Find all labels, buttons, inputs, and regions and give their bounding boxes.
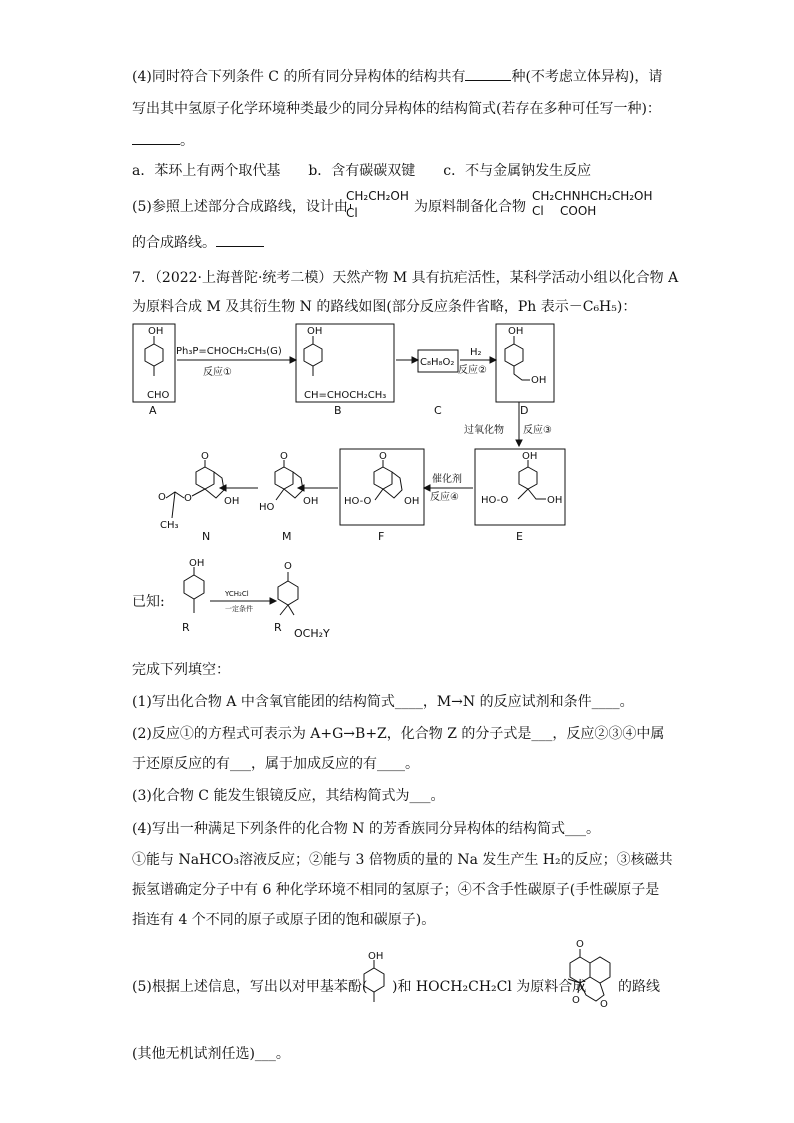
product-cl: Cl [532,204,544,218]
structure-m [275,460,303,500]
label-n: N [202,530,211,543]
label-m: M [282,530,292,543]
label-c: C [434,404,442,417]
c-formula: C₈H₈O₂ [420,357,455,368]
a-cho: CHO [147,390,170,401]
q6-part4-line2: 写出其中氢原子化学环境种类最少的同分异构体的结构简式(若存在多种可任写一种)： [132,101,661,117]
m-o: O [280,451,288,462]
q7-p2b: 于还原反应的有___，属于加成反应的有____。 [132,756,419,772]
m-ho: HO [259,502,275,513]
box-d [496,324,554,402]
f-oh: OH [404,496,420,507]
known-r-right: R [274,621,282,634]
known-oh: OH [189,558,205,569]
known-arrow-top: YCH₂Cl [225,590,249,598]
product-cooh: COOH [560,204,597,218]
rxn-1: 反应① [203,367,232,378]
label-a: A [149,404,157,417]
q6-part4-line3 [132,130,194,151]
rxn-2: 反应② [458,365,487,376]
f-hoo: HO-O [344,496,372,507]
structure-e [518,460,546,499]
reactant-cl: Cl [346,206,358,220]
q7-p4: (4)写出一种满足下列条件的化合物 N 的芳香族同分异构体的结构简式___。 [132,821,600,837]
cresol-oh: OH [368,951,384,962]
q6-part4-line1 [132,66,662,87]
known-r-left: R [182,621,190,634]
q7-fill-header: 完成下列填空： [132,662,230,678]
label-f: F [378,530,385,543]
q7-p1: (1)写出化合物 A 中含氧官能团的结构简式____，M→N 的反应试剂和条件____。 [132,694,634,710]
known-arrow-bottom: 一定条件 [225,605,253,613]
q7-p5-b: )和 HOCH₂CH₂Cl 为原料合成 [392,979,587,995]
answer-blank[interactable] [132,130,180,145]
n-ch3: CH₃ [160,520,179,531]
q6-part5-mid: 为原料制备化合物 [414,199,526,215]
b-oh: OH [307,326,323,337]
answer-blank[interactable] [465,66,511,81]
e-hoo: HO-O [481,495,509,506]
h2-label: H₂ [470,347,482,358]
peroxide-label: 过氧化物 [464,425,504,436]
known-o: O [284,561,292,572]
q7-p5-c: 的路线 [618,979,660,995]
q6-part4-text: (4)同时符合下列条件 C 的所有同分异构体的结构共有 [132,69,466,85]
q7-intro-line2: 为原料合成 M 及其衍生物 N 的路线如图(部分反应条件省略，Ph 表示－C₆H₅)： [132,299,637,315]
label-b: B [334,404,342,417]
e-oh: OH [547,495,563,506]
structure-f [374,460,402,500]
target-o-left: O [572,995,580,1006]
q7-p5-a: (5)根据上述信息，写出以对甲基苯酚( [132,979,368,995]
product-chain: CH₂CHNHCH₂CH₂OH [532,189,653,203]
q6-part4-tail: 种(不考虑立体异构)，请 [511,69,663,85]
q6-product-formula [532,189,653,219]
q7-p4-cond1: ①能与 NaHCO₃溶液反应；②能与 3 倍物质的量的 Na 发生产生 H₂的反应；③核磁共 [132,852,673,868]
structure-d [505,336,530,380]
box-e [475,449,565,525]
b-sub: CH=CHOCH₂CH₃ [304,390,387,401]
p-cresol-structure [356,950,396,1020]
q6-part5-text: (5)参照上述部分合成路线，设计由 [132,199,348,215]
rxn-4: 反应④ [430,492,459,503]
structure-n [166,460,224,518]
q6-part5-line2 [132,232,264,253]
reagent-1: Ph₃P=CHOCH₂CH₃(G) [176,346,282,357]
f-o: O [379,451,387,462]
n-o-carbonyl: O [158,492,166,503]
structure-a [145,336,163,376]
m-oh: OH [303,496,319,507]
d-oh: OH [531,375,547,386]
reactant-chain: CH₂CH₂OH [346,189,409,203]
n-o-top: O [201,451,209,462]
a-oh: OH [148,326,164,337]
q6-part5-line1 [132,197,348,217]
q7-p5-d: (其他无机试剂任选)___。 [132,1046,290,1062]
e-oh-top: OH [522,451,538,462]
q7-p2a: (2)反应①的方程式可表示为 A+G→B+Z，化合物 Z 的分子式是___，反应②③④中属 [132,726,665,742]
period: 。 [180,133,194,149]
known-product-sub: OCH₂Y [294,627,330,640]
known-reaction [170,555,410,645]
d-oh-top: OH [508,326,524,337]
catalyst-label: 催化剂 [432,474,462,485]
n-oh: OH [224,496,240,507]
answer-blank[interactable] [216,232,264,247]
q6-reactant-formula [346,189,409,221]
structure-b [304,336,322,376]
q7-p4-cond2: 振氢谱确定分子中有 6 种化学环境不相同的氢原子；④不含手性碳原子(手性碳原子是 [132,882,660,898]
q7-p4-cond3: 指连有 4 个不同的原子或原子团的饱和碳原子)。 [132,912,436,928]
q7-intro-line1: 7．（2022·上海普陀·统考二模）天然产物 M 具有抗疟活性，某科学活动小组以化合物 A [132,270,679,286]
target-o-right: O [600,999,608,1010]
q7-p3: (3)化合物 C 能发生银镜反应，其结构简式为___。 [132,788,445,804]
rxn-3: 反应③ [523,425,552,436]
label-e: E [516,530,523,543]
n-o: O [184,493,192,504]
label-d: D [520,404,529,417]
known-label: 已知: [132,594,165,610]
target-o-top: O [576,939,584,950]
q6-conditions: a．苯环上有两个取代基 b．含有碳碳双键 c．不与金属钠发生反应 [132,163,592,179]
q6-part5-end: 的合成路线。 [132,235,216,251]
